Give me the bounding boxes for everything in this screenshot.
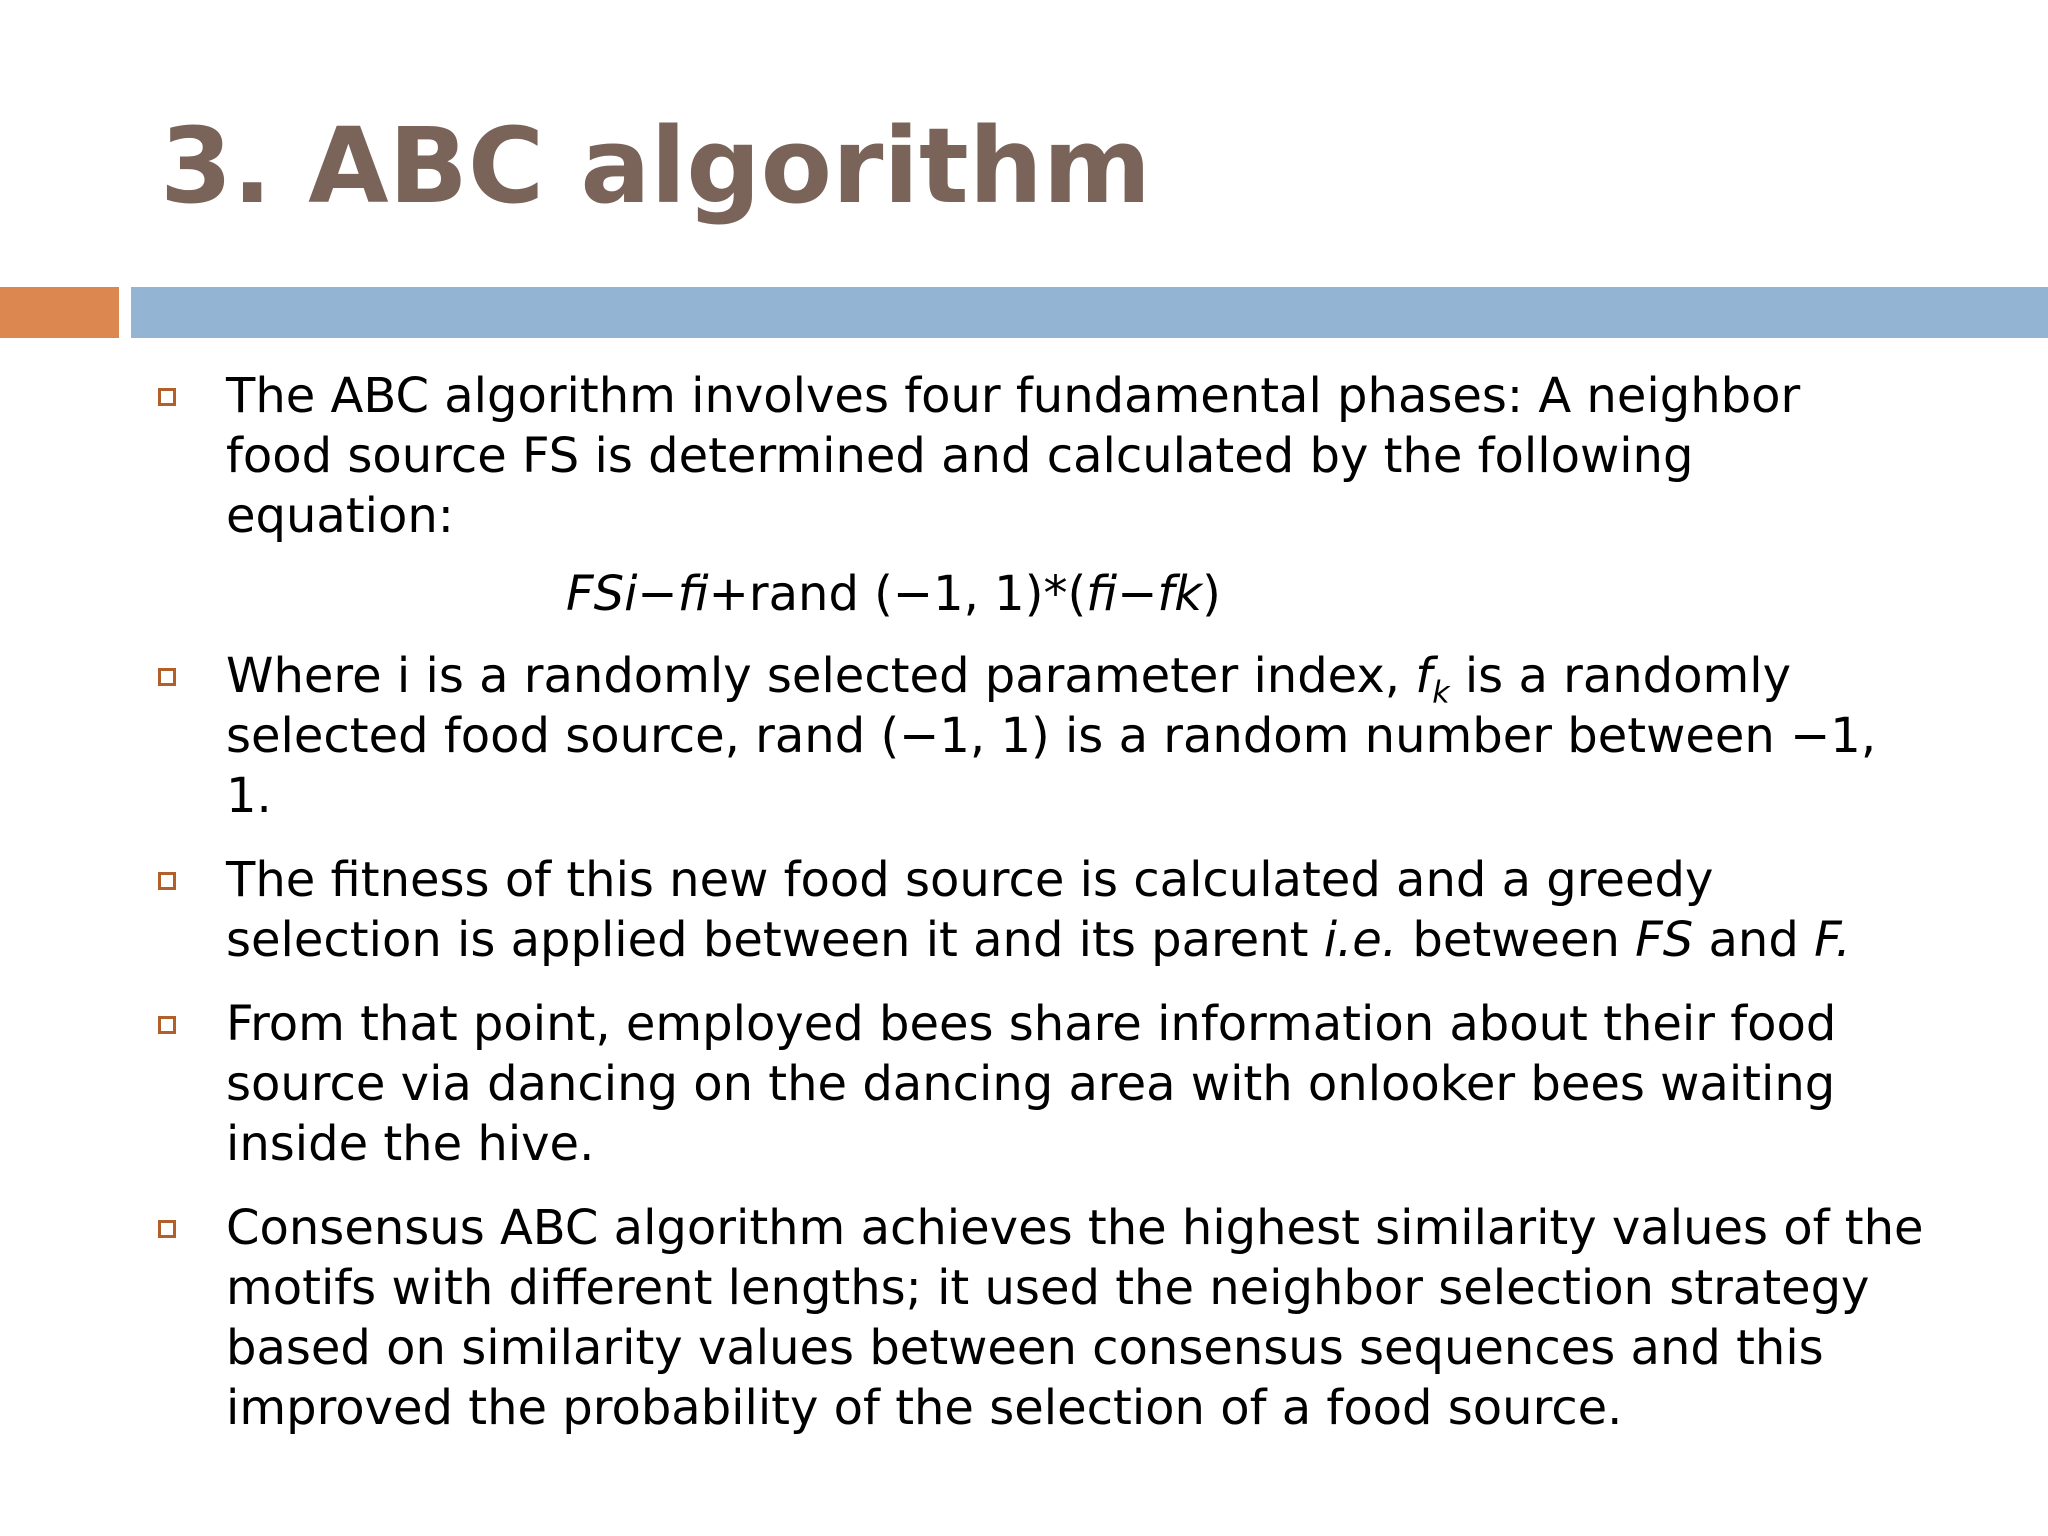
bullet-item-phases (158, 366, 1958, 546)
bullet-item-where (158, 646, 1958, 826)
title-divider-bar (131, 287, 2048, 338)
hollow-square-bullet-icon (158, 1220, 226, 1238)
title-accent-bar (0, 287, 119, 338)
bullet-item-employed-bees (158, 994, 1958, 1174)
bullet-item-consensus (158, 1198, 1958, 1438)
hollow-square-bullet-icon (158, 388, 226, 406)
bullet-item-fitness (158, 850, 1958, 970)
bullet-text: Where i is a randomly selected parameter index, $f_k$ is a randomly selected food source, rand (−1, 1) is a random number between −1, 1. (226, 648, 1877, 824)
bullet-text: Consensus ABC algorithm achieves the highest similarity values of the motifs with different lengths; it used the neighbor selection strategy based on similarity values between consensus sequences and this improved the probability of the selection of a food source. (226, 1200, 1924, 1436)
bullet-text: The fitness of this new food source is calculated and a greedy selection is applied between it and its parent i.e. between FS and F. (226, 852, 1851, 968)
bullet-text: The ABC algorithm involves four fundamental phases: A neighbor food source FS is determined and calculated by the following equation: (226, 368, 1801, 544)
hollow-square-bullet-icon (158, 1016, 226, 1034)
slide-title: 3. ABC algorithm (160, 105, 1152, 227)
bullet-list (158, 366, 1958, 1438)
hollow-square-bullet-icon (158, 872, 226, 890)
hollow-square-bullet-icon (158, 668, 226, 686)
bullet-text: From that point, employed bees share information about their food source via dancing on the dancing area with onlooker bees waiting inside the hive. (226, 996, 1837, 1172)
equation: FSi−fi+rand (−1, 1)*(fi−fk) (566, 566, 1221, 622)
